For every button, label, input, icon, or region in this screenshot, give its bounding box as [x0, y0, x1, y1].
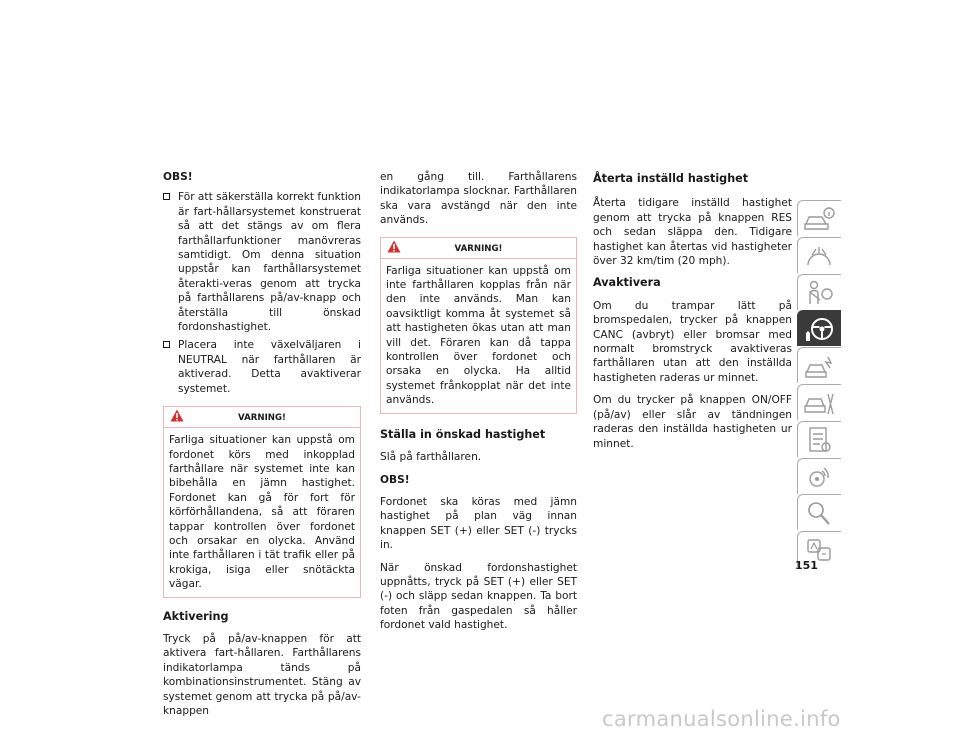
seatbelt-airbag-icon: [802, 278, 836, 308]
paragraph: När önskad fordonshastighet uppnåtts, tryck på SET (+) eller SET (-) och släpp sedan knappen. Ta bort foten från gaspedalen så håller fordonet vald hastighet.: [380, 561, 577, 632]
warning-header: [164, 407, 360, 428]
chapter-tabs: [797, 200, 841, 568]
paragraph: en gång till. Farthållarens indikatorlampa slocknar. Farthållaren ska vara avstängd när den inte används.: [380, 171, 577, 227]
chapter-tab[interactable]: [797, 421, 841, 457]
column-right: [593, 172, 792, 459]
paragraph: Återta tidigare inställd hastighet genom att trycka på knappen RES och sedan släppa den. Tidigare hastighet kan återtas vid hastigheter över 32 km/tim (20 mph).: [593, 197, 792, 268]
watermark: carmanualsonline.info: [602, 707, 841, 731]
section-heading: Återta inställd hastighet: [593, 172, 749, 185]
page-number: 151: [795, 559, 818, 572]
warning-text: Farliga situationer kan uppstå om inte farthållaren kopplas från när den inte används. Man kan oavsiktligt komma åt systemet så att hastigheten ökas utan att man vill det. Föraren kan då tappa kontrollen över fordonet och orsaka en olycka. Ha alltid systemet frånkopplat när det inte används.: [386, 264, 571, 407]
car-crash-icon: [802, 351, 836, 381]
column-left: [163, 170, 361, 726]
chapter-tab[interactable]: [797, 347, 841, 383]
chapter-tab[interactable]: [797, 200, 841, 236]
dashboard-lights-icon: [802, 241, 836, 271]
car-info-icon: [802, 204, 836, 234]
chapter-tab[interactable]: [797, 237, 841, 273]
paragraph: Slå på farthållaren.: [380, 451, 482, 464]
warning-text: Farliga situationer kan uppstå om fordonet körs med inkopplad farthållare när systemet inte kan bibehålla en jämn hastighet. Fordonet kan gå för fort för körförhållandena, så att föraren tappar kontrollen över fordonet och orsakar en olycka. Använd inte farthållaren i tät trafik eller på krokiga, isiga eller snötäckta vägar.: [169, 434, 355, 591]
warning-title: VARNING!: [238, 413, 286, 424]
car-service-icon: [802, 388, 836, 418]
warning-box: [380, 237, 577, 414]
list-item: För att säkerställa korrekt funktion är fart-hållarsystemet konstruerat så att det stängs av om flera farthållarfunktioner manövreras samtidigt. Om denna situation uppstår kan farthållarsystemet återakti-veras genom att trycka på farthållarens på/av-knapp och återställa till önskad fordonshastighet.: [163, 190, 361, 334]
note-label: OBS!: [380, 473, 410, 486]
paragraph: Fordonet ska köras med jämn hastighet på plan väg innan knappen SET (+) eller SET (-) trycks in.: [380, 495, 577, 552]
chapter-tab-active[interactable]: [797, 310, 841, 346]
paragraph: Om du trycker på knappen ON/OFF (på/av) eller slår av tändningen raderas den inställda hastigheten ur minnet.: [593, 394, 792, 450]
square-bullet-icon: [163, 193, 170, 200]
chapter-tab[interactable]: [797, 384, 841, 420]
section-heading: Avaktivera: [593, 276, 661, 290]
column-middle: [380, 170, 577, 641]
paragraph: Om du trampar lätt på bromspedalen, trycker på knappen CANC (avbryt) eller bromsar med normalt bromstryck avaktiveras farthållaren utan att den inställda hastigheten raderas ur minnet.: [593, 299, 792, 384]
paragraph: Tryck på på/av-knappen för att aktivera fart-hållaren. Farthållarens indikatorlampa tänds på kombinationsinstrumentet. Stäng av systemet genom att trycka på på/av-knappen: [163, 632, 361, 717]
chapter-tab[interactable]: [797, 494, 841, 530]
warning-header: [381, 238, 576, 259]
maintenance-list-icon: [802, 425, 836, 455]
section-heading: Ställa in önskad hastighet: [380, 427, 546, 441]
note-label: OBS!: [163, 171, 193, 183]
list-item: Placera inte växelväljaren i NEUTRAL när farthållaren är aktiverad. Detta avaktiverar systemet.: [163, 338, 361, 396]
bullet-list: [163, 190, 361, 396]
section-heading: Aktivering: [163, 609, 229, 623]
chapter-tab[interactable]: [797, 274, 841, 310]
chapter-tab[interactable]: [797, 458, 841, 494]
warning-title: VARNING!: [454, 243, 503, 254]
multimedia-icon: [802, 462, 836, 492]
square-bullet-icon: [163, 341, 170, 348]
magnifier-icon: [802, 498, 836, 528]
warning-box: [163, 406, 361, 597]
steering-wheel-icon: [802, 314, 836, 344]
